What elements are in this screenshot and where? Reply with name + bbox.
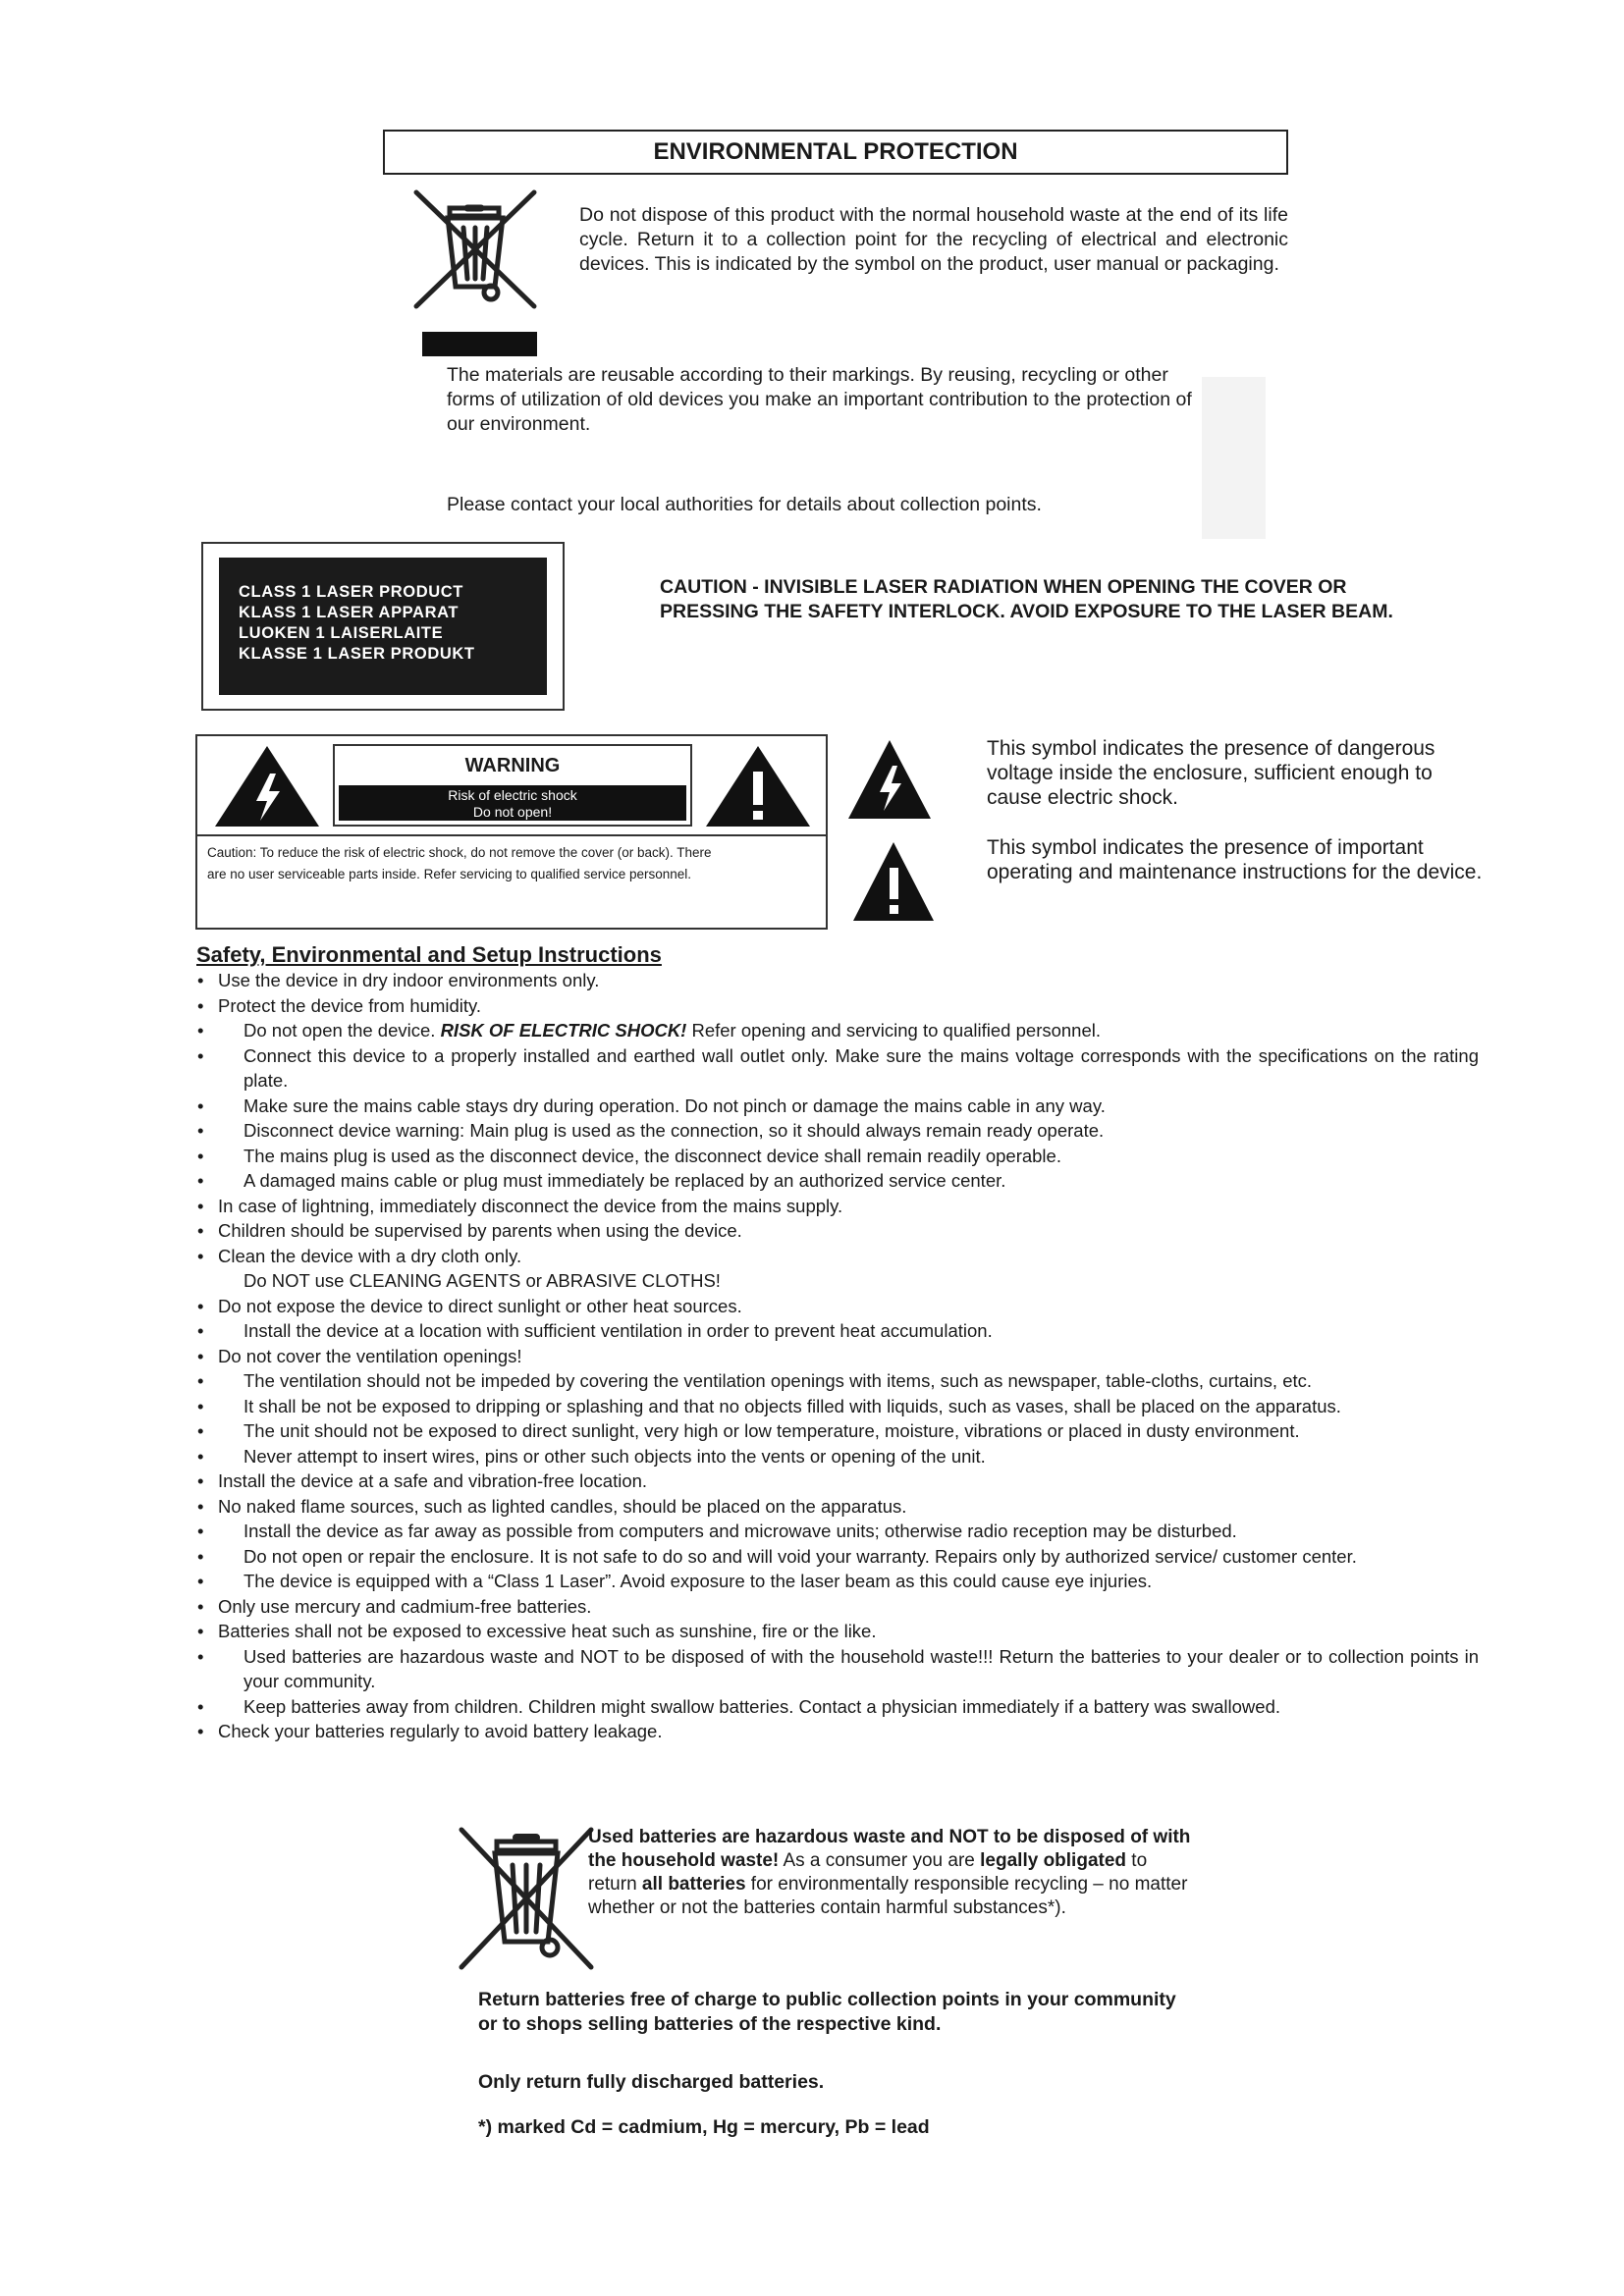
- crossed-bin-icon: [403, 185, 550, 317]
- bullet-icon: •: [197, 1545, 204, 1567]
- instruction-text: Do not open the device.: [244, 1020, 441, 1041]
- instruction-item: [196, 1294, 1479, 1319]
- bullet-icon: •: [197, 970, 204, 990]
- instruction-item: [196, 1569, 1479, 1594]
- instruction-text: Do not cover the ventilation openings!: [218, 1345, 522, 1366]
- warning-caution-line-2: are no user serviceable parts inside. Refer servicing to qualified service personnel.: [207, 867, 692, 881]
- warning-box: [195, 734, 828, 930]
- batteries-notice-text: for environmentally responsible recycling – no matter whether or not the batteries contain harmful substances*).: [588, 1874, 1188, 1918]
- crossed-battery-bin-icon: [454, 1818, 601, 1975]
- instruction-item: [196, 1318, 1479, 1344]
- laser-label-line: KLASSE 1 LASER PRODUKT: [239, 645, 475, 663]
- instruction-item: [196, 1519, 1479, 1544]
- bullet-icon: •: [197, 1295, 204, 1316]
- instruction-text: Batteries shall not be exposed to excessive heat such as sunshine, fire or the like.: [218, 1621, 877, 1641]
- batteries-discharged-text: Only return fully discharged batteries.: [478, 2071, 825, 2093]
- bullet-icon: •: [197, 1170, 204, 1191]
- instruction-text: Use the device in dry indoor environments only.: [218, 970, 600, 990]
- laser-label-line: LUOKEN 1 LAISERLAITE: [239, 624, 444, 642]
- instruction-text: The mains plug is used as the disconnect device, the disconnect device shall remain readily operable.: [244, 1145, 1061, 1166]
- warning-caution-text: [207, 842, 816, 885]
- instruction-item: [196, 1094, 1479, 1119]
- bullet-icon: •: [197, 1645, 204, 1667]
- instruction-text: No naked flame sources, such as lighted candles, should be placed on the apparatus.: [218, 1495, 907, 1517]
- laser-caution-line-2: PRESSING THE SAFETY INTERLOCK. AVOID EXPOSURE TO THE LASER BEAM.: [660, 601, 1393, 622]
- laser-label-line: KLASS 1 LASER APPARAT: [239, 604, 460, 621]
- instructions-title: Safety, Environmental and Setup Instructions: [196, 942, 662, 967]
- bullet-icon: •: [197, 1420, 204, 1441]
- instruction-item: [196, 1719, 1479, 1744]
- instruction-item: [196, 1394, 1479, 1419]
- bullet-icon: •: [197, 1695, 204, 1717]
- instruction-item: [196, 1344, 1479, 1369]
- black-bar: [422, 332, 537, 356]
- warning-subtitle-2: Do not open!: [472, 804, 553, 820]
- instruction-text: Clean the device with a dry cloth only.: [218, 1245, 522, 1266]
- instruction-item: [196, 1144, 1479, 1169]
- instruction-item: [196, 1118, 1479, 1144]
- bullet-icon: •: [197, 1721, 204, 1741]
- batteries-notice: [588, 1826, 1197, 1920]
- instruction-item: [196, 1043, 1479, 1094]
- instructions-list: [196, 968, 1479, 1744]
- instruction-text: Never attempt to insert wires, pins or other such objects into the vents or opening of the unit.: [244, 1445, 986, 1467]
- instruction-text: Only use mercury and cadmium-free batteries.: [218, 1595, 592, 1617]
- warning-subtitle-1: Risk of electric shock: [448, 787, 577, 803]
- bullet-icon: •: [197, 994, 204, 1016]
- instruction-item: [196, 1418, 1479, 1444]
- bullet-icon: •: [197, 1020, 204, 1041]
- instruction-text: It shall be not be exposed to dripping or splashing and that no objects filled with liquids, such as vases, shall be placed on the apparatus.: [244, 1395, 1341, 1416]
- instruction-emphasis: RISK OF ELECTRIC SHOCK!: [440, 1020, 687, 1041]
- bullet-icon: •: [197, 1044, 204, 1066]
- warning-title: WARNING: [464, 755, 561, 776]
- bullet-icon: •: [197, 1495, 204, 1517]
- instruction-item: [196, 1544, 1479, 1570]
- instruction-item: [196, 1644, 1479, 1694]
- instruction-text: Install the device at a location with sufficient ventilation in order to prevent heat accumulation.: [244, 1320, 993, 1341]
- instruction-text: The unit should not be exposed to direct sunlight, very high or low temperature, moisture, vibrations or placed in dusty environment.: [244, 1420, 1300, 1441]
- instruction-text: A damaged mains cable or plug must immediately be replaced by an authorized service center.: [244, 1170, 1006, 1191]
- batteries-notice-all: all batteries: [641, 1874, 746, 1895]
- batteries-marked-text: *) marked Cd = cadmium, Hg = mercury, Pb = lead: [478, 2116, 930, 2138]
- instruction-text: Keep batteries away from children. Children might swallow batteries. Contact a physician immediately if a battery was swallowed.: [244, 1695, 1280, 1717]
- bullet-icon: •: [197, 1320, 204, 1341]
- batteries-notice-text: As a consumer you are: [779, 1850, 981, 1871]
- instruction-text: Refer opening and servicing to qualified personnel.: [686, 1020, 1102, 1041]
- laser-caution-line-1: CAUTION - INVISIBLE LASER RADIATION WHEN OPENING THE COVER OR: [660, 576, 1347, 598]
- instruction-item: [196, 1244, 1479, 1269]
- instruction-item: [196, 1168, 1479, 1194]
- instruction-item: [196, 1368, 1479, 1394]
- instruction-item: [196, 1594, 1479, 1620]
- instruction-text: Used batteries are hazardous waste and NOT to be disposed of with the household waste!!! Return the batteries to your dealer or to collection points in your community.: [244, 1645, 1479, 1691]
- warning-title-box: [333, 744, 692, 827]
- instruction-item: [196, 993, 1479, 1019]
- instruction-text: Install the device as far away as possible from computers and microwave units; otherwise radio reception may be disturbed.: [244, 1521, 1237, 1541]
- bullet-icon: •: [197, 1521, 204, 1541]
- instruction-text: Make sure the mains cable stays dry during operation. Do not pinch or damage the mains cable in any way.: [244, 1095, 1106, 1116]
- instruction-text: Do not open or repair the enclosure. It is not safe to do so and will void your warranty. Repairs only by authorized service/ customer center.: [244, 1545, 1357, 1567]
- electric-shock-symbol-icon: [846, 738, 933, 821]
- instruction-item: [196, 1444, 1479, 1469]
- instruction-text: In case of lightning, immediately disconnect the device from the mains supply.: [218, 1195, 843, 1216]
- instruction-text: Do not expose the device to direct sunlight or other heat sources.: [218, 1295, 742, 1316]
- exclamation-warning-icon: [704, 744, 812, 828]
- electric-shock-warning-icon: [213, 744, 321, 828]
- bullet-icon: •: [197, 1621, 204, 1641]
- batteries-return-text: Return batteries free of charge to public collection points in your community or to shops selling batteries of the respective kind.: [478, 1989, 1176, 2035]
- laser-label-plate: [219, 558, 547, 695]
- exclamation-symbol-icon: [851, 840, 936, 923]
- instruction-item: [196, 1494, 1479, 1520]
- env-paragraph-dispose: Do not dispose of this product with the normal household waste at the end of its life cycle. Return it to a collection point for the recycling of electrical and electronic devices. This is indicated by the symbol on the product, user manual or packaging.: [579, 204, 1288, 275]
- instruction-text: Do NOT use CLEANING AGENTS or ABRASIVE CLOTHS!: [244, 1270, 721, 1291]
- batteries-notice-legal: legally obligated: [980, 1850, 1127, 1871]
- exclamation-symbol-description: This symbol indicates the presence of important operating and maintenance instructions for the device.: [987, 836, 1483, 883]
- warning-caution-line-1: Caution: To reduce the risk of electric shock, do not remove the cover (or back). There: [207, 845, 712, 860]
- instruction-item: [196, 1218, 1479, 1244]
- instruction-item: [196, 1018, 1479, 1043]
- bullet-icon: •: [197, 1595, 204, 1617]
- batteries-notice-text: to return: [588, 1850, 1148, 1895]
- bullet-icon: •: [197, 1345, 204, 1366]
- bullet-icon: •: [197, 1370, 204, 1391]
- warning-divider: [197, 834, 826, 836]
- batteries-notice-bold: Used batteries are hazardous waste and NOT to be disposed of with the household waste!: [588, 1827, 1191, 1871]
- env-paragraph-materials: The materials are reusable according to their markings. By reusing, recycling or other forms of utilization of old devices you make an important contribution to the protection of our environment.: [447, 364, 1192, 435]
- section-title-environmental-protection: ENVIRONMENTAL PROTECTION: [383, 130, 1288, 175]
- bullet-icon: •: [197, 1095, 204, 1116]
- instruction-item: [196, 1194, 1479, 1219]
- instruction-text: Install the device at a safe and vibration-free location.: [218, 1470, 648, 1491]
- bullet-icon: •: [197, 1571, 204, 1591]
- bullet-icon: •: [197, 1470, 204, 1491]
- instruction-text: The device is equipped with a “Class 1 Laser”. Avoid exposure to the laser beam as this could cause eye injuries.: [244, 1571, 1153, 1591]
- laser-label-line: CLASS 1 LASER PRODUCT: [239, 583, 463, 601]
- instruction-text: Disconnect device warning: Main plug is used as the connection, so it should always remain ready operate.: [244, 1120, 1105, 1141]
- instruction-text: Protect the device from humidity.: [218, 994, 482, 1016]
- warning-subtitle-plate: [339, 785, 686, 821]
- bullet-icon: •: [197, 1220, 204, 1241]
- bullet-icon: •: [197, 1120, 204, 1141]
- instruction-text: Connect this device to a properly installed and earthed wall outlet only. Make sure the mains voltage corresponds with the specifications on the rating plate.: [244, 1044, 1479, 1091]
- bullet-icon: •: [197, 1145, 204, 1166]
- instruction-text: The ventilation should not be impeded by covering the ventilation openings with items, such as newspaper, table-cloths, curtains, etc.: [244, 1370, 1313, 1391]
- instruction-item: [196, 1468, 1479, 1494]
- instruction-item: [196, 968, 1479, 993]
- instruction-item: [196, 1619, 1479, 1644]
- instruction-item: [196, 1268, 1479, 1294]
- bullet-icon: •: [197, 1395, 204, 1416]
- bullet-icon: •: [197, 1245, 204, 1266]
- instruction-text: Check your batteries regularly to avoid battery leakage.: [218, 1721, 663, 1741]
- bullet-icon: •: [197, 1445, 204, 1467]
- laser-caution-text: [660, 575, 1475, 624]
- bullet-icon: •: [197, 1195, 204, 1216]
- laser-class-label: [201, 542, 565, 711]
- instruction-item: [196, 1694, 1479, 1720]
- voltage-symbol-description: This symbol indicates the presence of dangerous voltage inside the enclosure, sufficient enough to cause electric shock.: [987, 737, 1435, 809]
- env-paragraph-contact: Please contact your local authorities for details about collection points.: [447, 494, 1042, 515]
- instruction-text: Children should be supervised by parents when using the device.: [218, 1220, 742, 1241]
